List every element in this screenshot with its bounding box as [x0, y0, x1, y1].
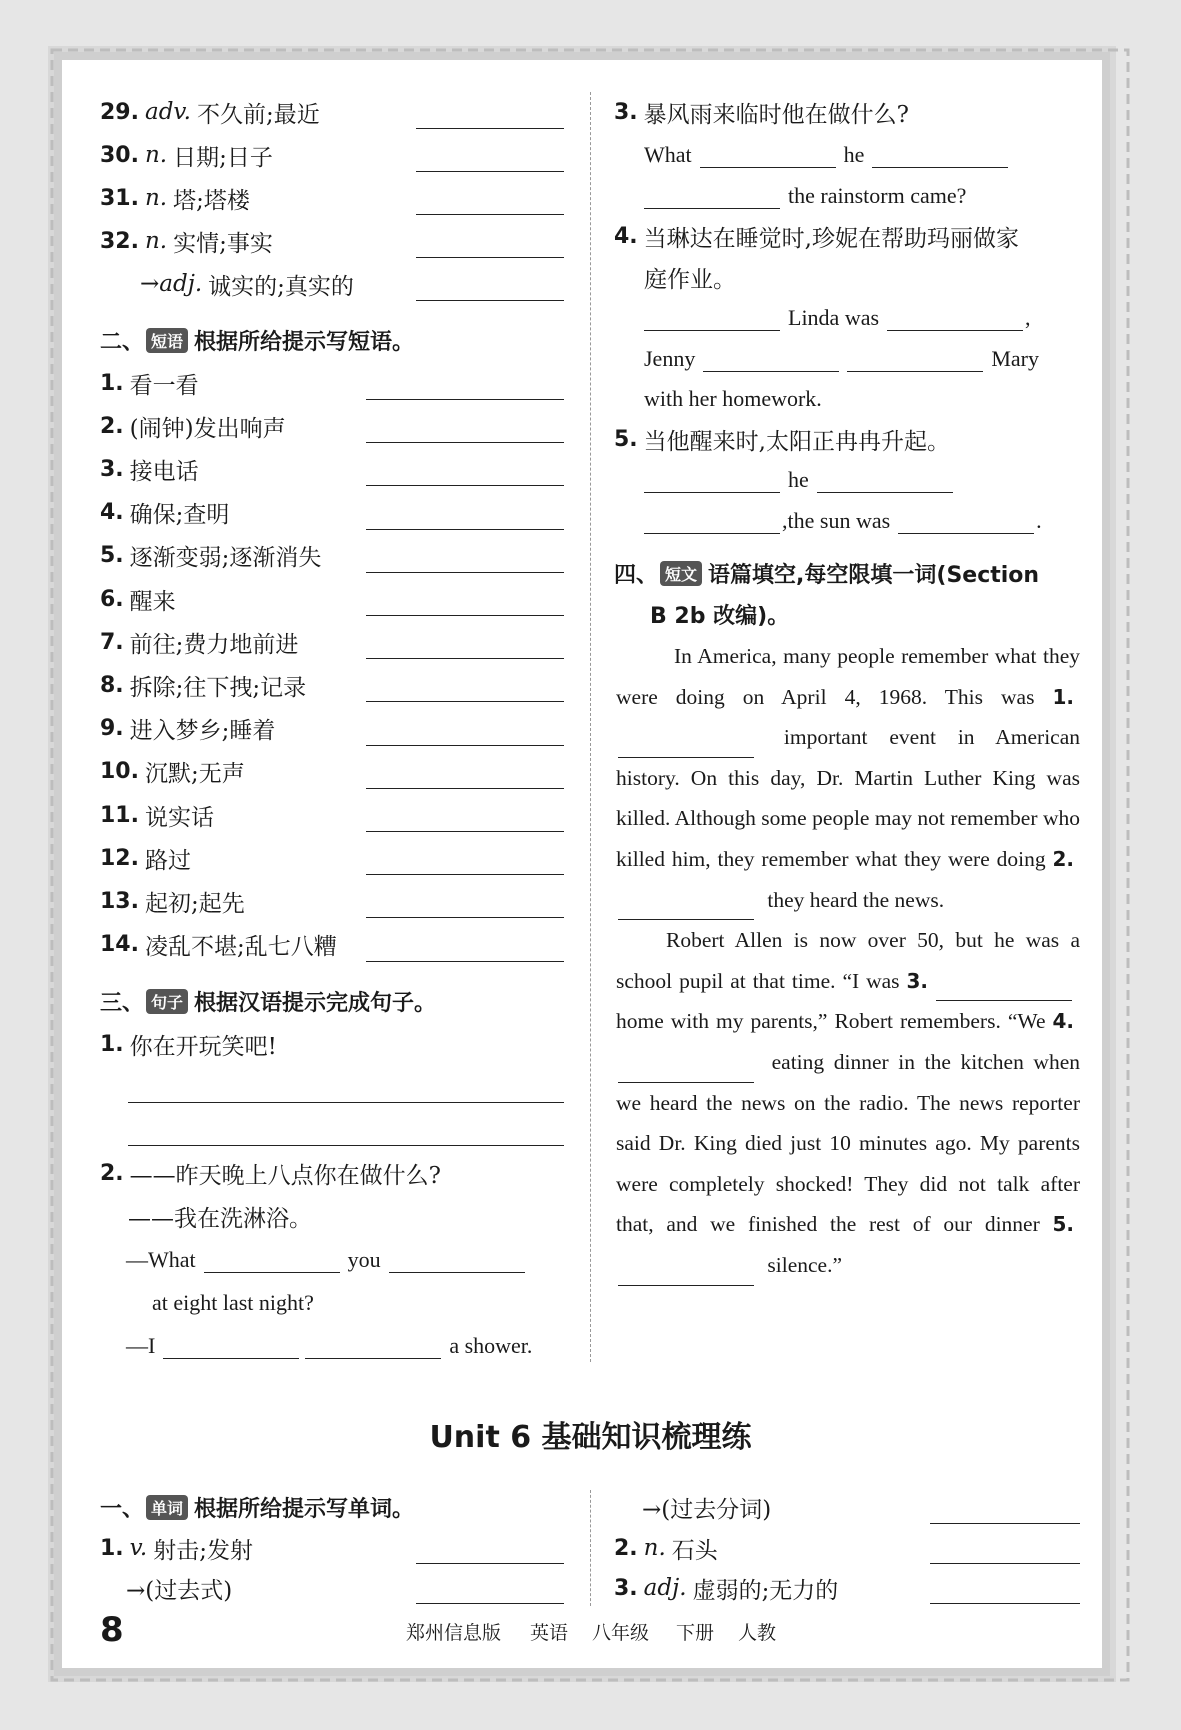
phrase-item	[100, 795, 214, 835]
item-number: 8.	[100, 672, 124, 698]
answer-blank[interactable]	[416, 171, 564, 172]
phrase-item	[100, 622, 298, 662]
footer-edition: 人教	[738, 1622, 777, 1644]
footer-grade: 八年级	[592, 1622, 650, 1644]
item-number: 5.	[100, 543, 124, 569]
vocab-item: →adj. 诚实的;真实的	[140, 271, 354, 300]
column-divider	[590, 92, 591, 1362]
vocab-item: 32. n. 实情;事实	[100, 228, 273, 257]
phrase-hint: 路过	[144, 847, 191, 874]
answer-blank[interactable]	[416, 214, 564, 215]
section-heading: 四、 短文 语篇填空,每空限填一词(Section	[614, 562, 1040, 588]
phrase-hint: 看一看	[129, 372, 199, 399]
section-tag: 单词	[146, 1495, 188, 1520]
answer-blank[interactable]	[163, 1334, 299, 1359]
answer-blank[interactable]	[898, 509, 1034, 534]
answer-blank[interactable]	[366, 399, 564, 400]
item-number: 9.	[100, 716, 124, 742]
phrase-item	[100, 579, 176, 619]
phrase-hint: 说实话	[144, 804, 214, 831]
answer-blank[interactable]	[618, 1058, 754, 1083]
phrase-hint: (闹钟)发出响声	[129, 415, 286, 442]
phrase-item	[100, 752, 245, 792]
answer-blank[interactable]	[644, 468, 780, 493]
vocab-item: 2. n. 石头	[614, 1535, 718, 1564]
answer-blank[interactable]	[416, 1603, 564, 1604]
item-number: 12.	[100, 845, 139, 871]
sentence-question: 2. ——昨天晚上八点你在做什么?	[100, 1160, 442, 1189]
section-tag: 短语	[146, 328, 188, 353]
answer-blank[interactable]	[416, 1563, 564, 1564]
answer-blank[interactable]	[366, 745, 564, 746]
answer-blank[interactable]	[416, 128, 564, 129]
answer-line[interactable]	[128, 1145, 564, 1146]
answer-blank[interactable]	[366, 874, 564, 875]
phrase-hint: 拆除;往下拽;记录	[129, 674, 307, 701]
phrase-item	[100, 449, 199, 489]
answer-blank[interactable]	[887, 306, 1023, 331]
footer-subject: 英语	[530, 1622, 569, 1644]
vocab-item: 31. n. 塔;塔楼	[100, 185, 250, 214]
answer-blank[interactable]	[930, 1603, 1080, 1604]
answer-blank[interactable]	[305, 1334, 441, 1359]
answer-blank[interactable]	[366, 442, 564, 443]
answer-blank[interactable]	[618, 1261, 754, 1286]
fill-sentence: at eight last night?	[152, 1290, 314, 1315]
vocab-item: 1. v. 射击;发射	[100, 1535, 253, 1564]
phrase-item	[100, 881, 245, 921]
item-number: 13.	[100, 888, 139, 914]
answer-blank[interactable]	[936, 976, 1072, 1001]
answer-blank[interactable]	[366, 831, 564, 832]
fill-sentence: —What you	[126, 1240, 533, 1280]
answer-blank[interactable]	[644, 184, 780, 209]
answer-blank[interactable]	[847, 347, 983, 372]
fill-sentence: ,the sun was .	[644, 501, 1042, 541]
item-number: 11.	[100, 802, 139, 828]
phrase-item	[100, 925, 337, 965]
vocab-item: →(过去式)	[126, 1577, 233, 1604]
phrase-hint: 起初;起先	[144, 890, 245, 917]
answer-blank[interactable]	[872, 143, 1008, 168]
item-number: 4.	[100, 500, 124, 526]
answer-blank[interactable]	[644, 509, 780, 534]
answer-blank[interactable]	[366, 961, 564, 962]
item-number: 1.	[100, 370, 124, 396]
phrase-item	[100, 363, 199, 403]
section-heading: 一、 单词 根据所给提示写单词。	[100, 1496, 415, 1522]
column-divider	[590, 1490, 591, 1606]
item-number: 3.	[100, 456, 124, 482]
answer-blank[interactable]	[703, 347, 839, 372]
item-number: 2.	[100, 413, 124, 439]
sentence-question: 4. 当琳达在睡觉时,珍妮在帮助玛丽做家	[614, 223, 1019, 252]
sentence-question: 1. 你在开玩笑吧!	[100, 1031, 277, 1060]
answer-blank[interactable]	[930, 1523, 1080, 1524]
answer-blank[interactable]	[700, 143, 836, 168]
phrase-hint: 凌乱不堪;乱七八糟	[144, 934, 337, 961]
answer-blank[interactable]	[416, 300, 564, 301]
sentence-prompt: 庭作业。	[644, 266, 736, 293]
sentence-prompt: ——我在洗淋浴。	[128, 1205, 312, 1232]
answer-blank[interactable]	[930, 1563, 1080, 1564]
section-heading-cont: B 2b 改编)。	[650, 603, 790, 629]
item-number: 7.	[100, 629, 124, 655]
fill-sentence: —I a shower.	[126, 1333, 533, 1358]
section-tag: 短文	[660, 561, 702, 586]
answer-line[interactable]	[128, 1102, 564, 1103]
sentence-question: 5. 当他醒来时,太阳正冉冉升起。	[614, 426, 950, 455]
footer-volume: 下册	[676, 1622, 715, 1644]
answer-blank[interactable]	[618, 733, 754, 758]
fill-sentence: What he	[644, 135, 1016, 175]
section-heading: 三、 句子 根据汉语提示完成句子。	[100, 990, 437, 1016]
answer-blank[interactable]	[204, 1248, 340, 1273]
answer-blank[interactable]	[366, 788, 564, 789]
answer-blank[interactable]	[366, 572, 564, 573]
phrase-item	[100, 536, 321, 576]
phrase-item	[100, 406, 286, 446]
answer-blank[interactable]	[366, 658, 564, 659]
unit-title: Unit 6 基础知识梳理练	[429, 1420, 752, 1455]
answer-blank[interactable]	[366, 529, 564, 530]
answer-blank[interactable]	[366, 615, 564, 616]
answer-blank[interactable]	[644, 306, 780, 331]
vocab-item: →(过去分词)	[642, 1496, 772, 1523]
section-heading: 二、 短语 根据所给提示写短语。	[100, 329, 415, 355]
phrase-item	[100, 665, 306, 705]
phrase-item	[100, 709, 275, 749]
phrase-item	[100, 838, 191, 878]
phrase-hint: 逐渐变弱;逐渐消失	[129, 545, 322, 572]
fill-sentence: the rainstorm came?	[644, 176, 966, 216]
sentence-question: 3. 暴风雨来临时他在做什么?	[614, 99, 910, 128]
phrase-hint: 接电话	[129, 458, 199, 485]
passage-paragraph: Robert Allen is now over 50, but he was a school pupil at that time. “I was 3. home with my parents,” Robert remembers. “We 4. eating dinner in the kitchen when we heard the news on the radio. The news reporter said Dr. King died just 10 minutes ago. My parents were completely shocked! They did not talk after that, and we finished the rest of our dinner 5. silence.”	[616, 920, 1080, 1285]
vocab-item: 29. adv. 不久前;最近	[100, 99, 320, 128]
phrase-hint: 前往;费力地前进	[129, 631, 299, 658]
item-number: 14.	[100, 932, 139, 958]
answer-blank[interactable]	[389, 1248, 525, 1273]
fill-sentence: Jenny Mary	[644, 346, 1039, 371]
phrase-item	[100, 493, 229, 533]
item-number: 10.	[100, 759, 139, 785]
passage-paragraph: In America, many people remember what they were doing on April 4, 1968. This was 1. important event in American history. On this day, Dr. Martin Luther King was killed. Although some people may not remember who killed him, they remember what they were doing 2. they heard the news.	[616, 636, 1080, 920]
phrase-hint: 醒来	[129, 588, 176, 615]
vocab-item: 3. adj. 虚弱的;无力的	[614, 1575, 839, 1604]
cloze-passage	[616, 636, 1080, 1286]
page-number: 8	[100, 1610, 124, 1650]
phrase-hint: 沉默;无声	[144, 761, 245, 788]
fill-sentence: with her homework.	[644, 386, 822, 411]
section-tag: 句子	[146, 989, 188, 1014]
fill-sentence: Linda was ,	[644, 298, 1031, 338]
answer-blank[interactable]	[817, 468, 953, 493]
phrase-hint: 确保;查明	[129, 502, 230, 529]
vocab-item: 30. n. 日期;日子	[100, 142, 273, 171]
answer-blank[interactable]	[366, 485, 564, 486]
item-number: 6.	[100, 586, 124, 612]
footer-publisher: 郑州信息版	[406, 1622, 502, 1644]
answer-blank[interactable]	[416, 257, 564, 258]
answer-blank[interactable]	[618, 895, 754, 920]
fill-sentence: he	[644, 460, 961, 500]
answer-blank[interactable]	[366, 701, 564, 702]
phrase-hint: 进入梦乡;睡着	[129, 718, 276, 745]
answer-blank[interactable]	[366, 917, 564, 918]
